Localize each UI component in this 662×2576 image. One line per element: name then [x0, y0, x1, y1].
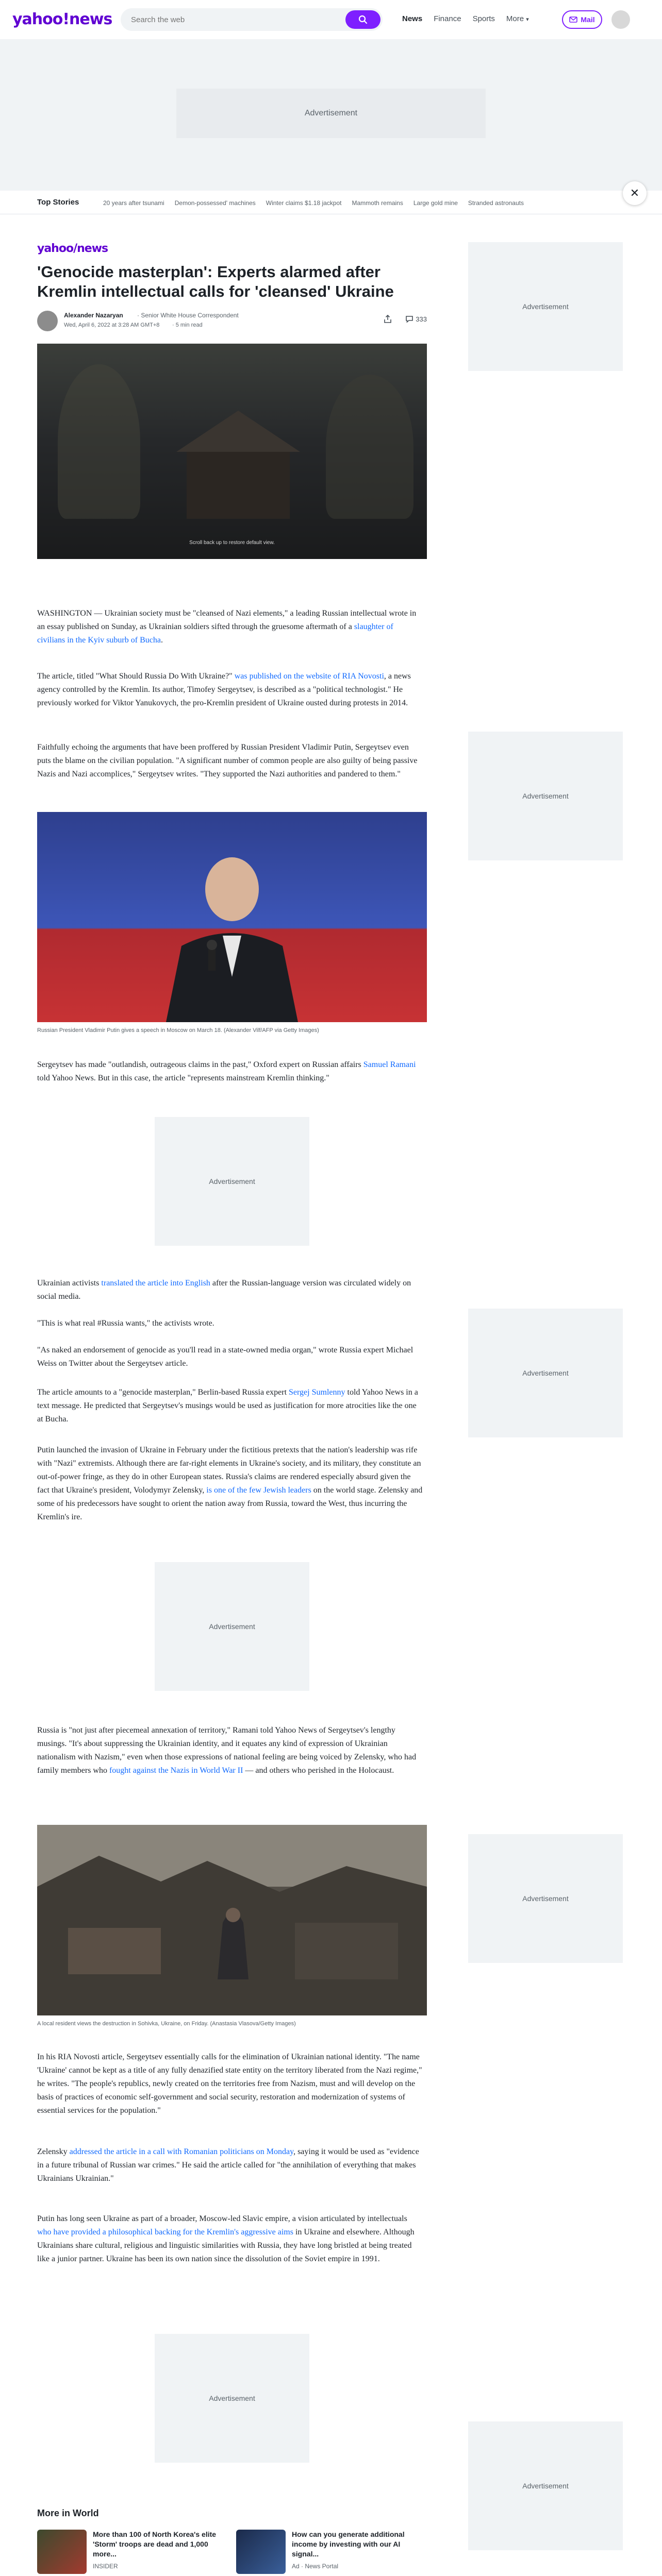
top-story-link[interactable]: 20 years after tsunami — [103, 199, 164, 207]
sidebar-advertisement[interactable]: Advertisement — [468, 1309, 623, 1437]
read-time: · 5 min read — [172, 322, 203, 328]
related-story-card[interactable] — [236, 2530, 427, 2576]
top-stories-list — [103, 199, 524, 207]
article-paragraph — [37, 2145, 423, 2185]
top-story-link[interactable]: Stranded astronauts — [468, 199, 524, 207]
search-icon — [358, 15, 368, 24]
nav-more-label: More — [506, 14, 524, 23]
article-paragraph — [37, 2212, 423, 2266]
paragraph-text: in Ukraine and elsewhere. Although Ukrainians share cultural, religious and linguistic similarities with Russia, they have long bristled at being treated like a junior partner. Ukraine has been its own nation since the dissolution of the Soviet empire in 1991. — [37, 2228, 415, 2263]
destruction-scene — [37, 1825, 427, 2015]
share-button[interactable] — [384, 315, 392, 323]
nav-more[interactable] — [506, 14, 529, 23]
paragraph-text: Putin launched the invasion of Ukraine in February under the fictitious pretexts that the nation's leadership was rife with "Nazi" extremists. Although there are far-right elements in Ukraine's society, and its military, they constitute an out-of-power fringe, as they do in other European states. Russia's claims are rendered especially absurd given the fact that Ukraine's president, Volodymyr Zelensky, — [37, 1446, 421, 1495]
inline-link[interactable]: was published on the website of RIA Novosti — [234, 672, 384, 681]
top-stories-bar — [0, 191, 662, 214]
hero-image-tree — [58, 364, 140, 519]
top-stories-label: Top Stories — [37, 198, 79, 207]
paragraph-text: on the world stage. Zelensky and some of his predecessors have sought to orient the nation away from Russia, toward the West, thus incurring the Kremlin's ire. — [37, 1486, 423, 1521]
sidebar-advertisement[interactable]: Advertisement — [468, 242, 623, 371]
close-button[interactable] — [623, 181, 647, 205]
hero-image-house — [187, 452, 290, 519]
sidebar-advertisement[interactable]: Advertisement — [468, 732, 623, 860]
publisher-logo[interactable]: yahoo/news — [37, 242, 108, 255]
comments-button[interactable] — [405, 315, 427, 323]
related-story-source: INSIDER — [93, 2563, 118, 2570]
nav-news[interactable]: News — [402, 14, 423, 23]
article-paragraph — [37, 1444, 423, 1524]
photo-caption: A local resident views the destruction in Sohivka, Ukraine, on Friday. (Anastasia Vlasova/Getty Images) — [37, 2021, 296, 2027]
byline — [37, 311, 427, 333]
related-story-headline: More than 100 of North Korea's elite 'Storm' troops are dead and 1,000 more... — [93, 2530, 217, 2558]
article-headline: 'Genocide masterplan': Experts alarmed after Kremlin intellectual calls for 'cleansed' Ukraine — [37, 263, 394, 300]
paragraph-text: — and others who perished in the Holocaust. — [243, 1766, 394, 1775]
article-paragraph: "As naked an endorsement of genocide as you'll read in a state-owned media organ," wrote Russia expert Michael Weiss on Twitter about the Sergeytsev article. — [37, 1346, 413, 1368]
inline-link[interactable]: addressed the article in a call with Romanian politicians on Monday — [69, 2147, 294, 2156]
paragraph-text: WASHINGTON — Ukrainian society must be "cleansed of Nazi elements," a leading Russian intellectual wrote in an essay published on Sunday, as Ukrainian soldiers sifted through the gruesome aftermath of a — [37, 609, 417, 631]
paragraph-text: . — [160, 636, 163, 645]
paragraph-text: told Yahoo News. But in this case, the article "represents mainstream Kremlin thinking." — [37, 1074, 329, 1082]
share-icon — [384, 315, 392, 323]
sidebar-advertisement[interactable]: Advertisement — [468, 2421, 623, 2550]
article — [37, 242, 427, 559]
author-name[interactable]: Alexander Nazaryan — [64, 312, 123, 319]
paragraph-text: after the Russian-language version was circulated widely on social media. — [37, 1279, 411, 1301]
article-paragraph: "This is what real #Russia wants," the activists wrote. — [37, 1319, 214, 1328]
paragraph-text: Zelensky — [37, 2147, 70, 2156]
paragraph-text: , saying it would be used as "evidence in a future tribunal of Russian war crimes." He said the article called for "the annihilation of everything that makes Ukrainians Ukrainian." — [37, 2147, 419, 2183]
yahoo-news-logo[interactable]: yahoo!news — [12, 10, 112, 28]
site-header — [0, 0, 662, 39]
article-paragraph: Faithfully echoing the arguments that have been proffered by Russian President Vladimir Putin, Sergeytsev even puts the blame on the civilian population. "A significant number of common people are also guilty of being passive Nazis and Nazi accomplices," Sergeytsev writes. "They supported the Nazi authorities and pandered to them." — [37, 743, 418, 778]
article-paragraph — [37, 607, 423, 647]
related-story-card[interactable] — [37, 2530, 228, 2576]
putin-figure — [37, 812, 427, 1022]
paragraph-text: told Yahoo News in a text message. He predicted that Sergeytsev's musings would be used as justification for more atrocities like the one at Bucha. — [37, 1388, 418, 1423]
photo-caption: Russian President Vladimir Putin gives a speech in Moscow on March 18. (Alexander Vilf/AFP via Getty Images) — [37, 1027, 319, 1033]
close-icon: ✕ — [630, 187, 640, 199]
inline-link[interactable]: slaughter of civilians in the Kyiv suburb of Bucha — [37, 622, 393, 645]
author-avatar[interactable] — [37, 311, 58, 331]
paragraph-text: The article, titled "What Should Russia Do With Ukraine?" — [37, 672, 235, 681]
chevron-down-icon: ▾ — [526, 16, 529, 23]
inline-link[interactable]: fought against the Nazis in World War II — [109, 1766, 243, 1775]
related-story-thumbnail — [236, 2530, 286, 2574]
inline-link[interactable]: is one of the few Jewish leaders — [206, 1486, 311, 1495]
search-button[interactable] — [345, 10, 380, 29]
paragraph-text: , a news agency controlled by the Kremlin. Its author, Timofey Sergeytsev, is described as a "political technologist." He previously worked for Viktor Yanukovych, the pro-Kremlin president of Ukraine ousted during protests in 2014. — [37, 672, 411, 707]
main-nav — [402, 14, 529, 23]
mail-button[interactable] — [562, 10, 602, 29]
top-story-link[interactable]: Winter claims $1.18 jackpot — [266, 199, 342, 207]
inline-advertisement[interactable]: Advertisement — [155, 2334, 309, 2463]
related-story-headline: How can you generate additional income by investing with our AI signal... — [292, 2530, 405, 2558]
mail-icon — [569, 16, 577, 23]
user-avatar[interactable] — [611, 10, 630, 29]
inline-advertisement[interactable]: Advertisement — [155, 1562, 309, 1691]
paragraph-text: Russia is "not just after piecemeal annexation of territory," Ramani told Yahoo News of Sergeytsev's lengthy musings. "It's about suppressing the Ukrainian identity, and it equates any kind of expression of Ukrainian nationalism with Nazism," even when those expressions of national feeling are being voiced by Zelensky, who had family members who — [37, 1726, 417, 1775]
paragraph-text: Ukrainian activists — [37, 1279, 102, 1287]
hero-image-tree — [326, 375, 413, 519]
top-story-link[interactable]: Demon-possessed' machines — [174, 199, 256, 207]
paragraph-text: Sergeytsev has made "outlandish, outrageous claims in the past," Oxford expert on Russian affairs — [37, 1060, 363, 1069]
article-actions — [384, 315, 427, 323]
search-bar — [121, 8, 383, 31]
inline-link[interactable]: Sergej Sumlenny — [289, 1388, 345, 1397]
article-paragraph — [37, 1058, 423, 1085]
comment-icon — [405, 315, 413, 323]
top-advertisement[interactable]: Advertisement — [176, 89, 486, 138]
publish-date: Wed, April 6, 2022 at 3:28 AM GMT+8 — [64, 322, 160, 328]
destruction-photo[interactable] — [37, 1825, 427, 2015]
article-paragraph: In his RIA Novosti article, Sergeytsev essentially calls for the elimination of Ukrainian national identity. "The name 'Ukraine' cannot be kept as a title of any fully denazified state entity on the territory liberated from the Nazi regime," he writes. "The people's republics, newly created on the territories free from Nazism, must and will develop on the basis of practices of economic self-government and social security, restoration and modernization of systems of essential services for the population." — [37, 2053, 422, 2115]
top-ad-region — [0, 39, 662, 191]
mail-label: Mail — [581, 15, 595, 24]
article-paragraph — [37, 670, 423, 710]
article-paragraph — [37, 1724, 423, 1777]
hero-image-roof — [176, 411, 300, 452]
hero-scroll-hint: Scroll back up to restore default view. — [189, 540, 275, 546]
more-in-world-title: More in World — [37, 2508, 99, 2518]
article-paragraph — [37, 1277, 423, 1303]
inline-link[interactable]: who have provided a philosophical backing for the Kremlin's aggressive aims — [37, 2228, 293, 2236]
sidebar-advertisement[interactable]: Advertisement — [468, 1834, 623, 1963]
comments-count: 333 — [416, 315, 427, 323]
nav-sports[interactable]: Sports — [472, 14, 495, 23]
search-input[interactable] — [121, 8, 347, 31]
putin-photo[interactable] — [37, 812, 427, 1022]
author-title: · Senior White House Correspondent — [137, 312, 239, 319]
inline-advertisement[interactable]: Advertisement — [155, 1117, 309, 1246]
article-paragraph — [37, 1386, 423, 1426]
top-story-link[interactable]: Mammoth remains — [352, 199, 403, 207]
inline-link[interactable]: translated the article into English — [101, 1279, 210, 1287]
hero-image[interactable] — [37, 344, 427, 559]
paragraph-text: Putin has long seen Ukraine as part of a broader, Moscow-led Slavic empire, a vision articulated by intellectuals — [37, 2214, 407, 2223]
paragraph-text: The article amounts to a "genocide masterplan," Berlin-based Russia expert — [37, 1388, 289, 1397]
nav-finance[interactable]: Finance — [434, 14, 461, 23]
related-story-thumbnail — [37, 2530, 87, 2574]
top-story-link[interactable]: Large gold mine — [413, 199, 458, 207]
related-story-source: Ad · News Portal — [292, 2563, 339, 2570]
inline-link[interactable]: Samuel Ramani — [363, 1060, 416, 1069]
